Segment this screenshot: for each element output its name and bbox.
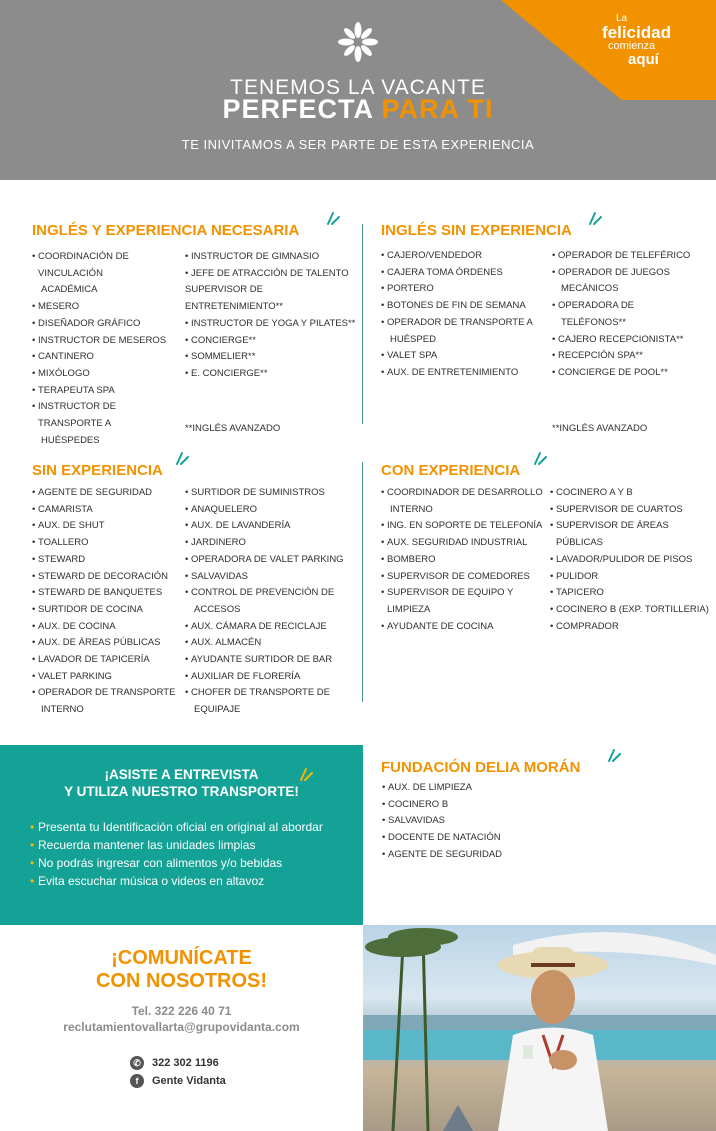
list-item: • VALET SPA — [381, 348, 546, 365]
list-fundacion — [382, 780, 582, 864]
list-item: • COCINERO B — [382, 797, 582, 814]
spark-icon — [532, 450, 548, 466]
list-item: • RECEPCIÓN SPA** — [552, 348, 712, 365]
list-item: • PORTERO — [381, 281, 546, 298]
list-item: • STEWARD DE BANQUETES — [32, 585, 182, 602]
list-item: • TOALLERO — [32, 535, 182, 552]
list-item: • E. CONCIERGE** — [185, 366, 360, 383]
transport-title: ¡ASISTE A ENTREVISTA Y UTILIZA NUESTRO TRANSPORTE! — [64, 767, 299, 799]
list-item: • SUPERVISOR DE CUARTOS — [550, 502, 715, 519]
list-item: • COORDINACIÓN DE VINCULACIÓN — [32, 249, 182, 282]
transport-rules — [30, 818, 323, 890]
header-subtitle: TE INIVITAMOS A SER PARTE DE ESTA EXPERIENCIA — [181, 137, 535, 152]
list-item: • CAMARISTA — [32, 502, 182, 519]
list-item: • AUX. DE COCINA — [32, 619, 182, 636]
headline-line1: TENEMOS LA VACANTE — [230, 76, 486, 99]
list-item: INTERNO — [41, 704, 84, 716]
section-title-ingles-experiencia: INGLÉS Y EXPERIENCIA NECESARIA — [32, 222, 300, 239]
spark-icon — [325, 210, 341, 226]
list-item: • COCINERO B (EXP. TORTILLERIA) — [550, 602, 715, 619]
list-item: • AUX. ALMACÉN — [185, 635, 360, 652]
list-item: • AUX. DE LIMPIEZA — [382, 780, 582, 797]
list-item: • ANAQUELERO — [185, 502, 360, 519]
contact-title: ¡COMUNÍCATE CON NOSOTROS! — [95, 947, 268, 992]
list-item: • BOMBERO — [381, 552, 546, 569]
list-item: • INSTRUCTOR DE TRANSPORTE A — [32, 399, 182, 432]
list-item: • OPERADOR DE TELEFÉRICO — [552, 248, 712, 265]
spark-icon — [174, 450, 190, 466]
list-item: LIMPIEZA — [387, 603, 431, 615]
list-item: • OPERADOR DE TRANSPORTE — [32, 685, 182, 702]
list-item: • SUPERVISOR DE ÁREAS PÚBLICAS — [550, 518, 715, 551]
list-item: • SURTIDOR DE SUMINISTROS — [185, 485, 360, 502]
list-item: ACADÉMICA — [41, 284, 98, 296]
list-item: • COORDINADOR DE DESARROLLO — [381, 485, 546, 502]
list-item: SUPERVISOR DE ENTRETENIMIENTO** — [185, 284, 284, 313]
list-item: • JEFE DE ATRACCIÓN DE TALENTO — [185, 266, 360, 283]
list-item: • BOTONES DE FIN DE SEMANA — [381, 298, 546, 315]
list-ingles-exp-col1 — [32, 249, 182, 449]
list-item: • CONCIERGE** — [185, 333, 360, 350]
list-item: • COMPRADOR — [550, 619, 715, 636]
list-sin-exp-col1 — [32, 485, 182, 719]
list-item: • SALVAVIDAS — [382, 813, 582, 830]
list-item: • DISEÑADOR GRÁFICO — [32, 316, 182, 333]
section-title-fundacion: FUNDACIÓN DELIA MORÁN — [381, 759, 581, 776]
list-item: • CONCIERGE DE POOL** — [552, 365, 712, 382]
facebook-contact[interactable]: f Gente Vidanta — [130, 1074, 226, 1088]
list-item: • INSTRUCTOR DE YOGA Y PILATES** — [185, 316, 360, 333]
list-item: • CAJERA TOMA ÓRDENES — [381, 265, 546, 282]
list-item: • AUX. DE LAVANDERÍA — [185, 518, 360, 535]
list-item: • CAJERO/VENDEDOR — [381, 248, 546, 265]
employee-photo — [363, 925, 716, 1131]
list-item: • CAJERO RECEPCIONISTA** — [552, 332, 712, 349]
list-item: • CHOFER DE TRANSPORTE DE — [185, 685, 360, 702]
section-title-con-experiencia: CON EXPERIENCIA — [381, 462, 521, 479]
list-item: • TERAPEUTA SPA — [32, 383, 182, 400]
spark-icon — [606, 747, 622, 763]
section-title-ingles-sin-experiencia: INGLÉS SIN EXPERIENCIA — [381, 222, 572, 239]
list-item: • INSTRUCTOR DE MESEROS — [32, 333, 182, 350]
list-item: • AUXILIAR DE FLORERÍA — [185, 669, 360, 686]
list-item: • STEWARD — [32, 552, 182, 569]
list-item: • CONTROL DE PREVENCIÓN DE — [185, 585, 360, 602]
list-item: • DOCENTE DE NATACIÓN — [382, 830, 582, 847]
list-item: • LAVADOR DE TAPICERÍA — [32, 652, 182, 669]
column-divider — [362, 224, 363, 424]
facebook-icon: f — [130, 1074, 144, 1088]
list-item: • OPERADOR DE TRANSPORTE A — [381, 315, 546, 332]
list-item: • OPERADORA DE VALET PARKING — [185, 552, 360, 569]
whatsapp-contact[interactable]: ✆ 322 302 1196 — [130, 1056, 219, 1070]
list-item: • MIXÓLOGO — [32, 366, 182, 383]
list-item: • AUX. DE SHUT — [32, 518, 182, 535]
list-item: • AYUDANTE SURTIDOR DE BAR — [185, 652, 360, 669]
list-item: • AUX. DE ENTRETENIMIENTO — [381, 365, 546, 382]
list-item: • AUX. SEGURIDAD INDUSTRIAL — [381, 535, 546, 552]
list-item: • SUPERVISOR DE EQUIPO Y — [381, 585, 546, 602]
list-con-exp-col2 — [550, 485, 715, 635]
list-item: • OPERADOR DE JUEGOS — [552, 265, 712, 282]
note-ingles-avanzado: **INGLÉS AVANZADO — [552, 423, 648, 434]
list-item: ACCESOS — [194, 603, 241, 615]
list-item: INTERNO — [390, 503, 433, 515]
list-item: • OPERADORA DE — [552, 298, 712, 315]
resort-scene-image — [363, 925, 716, 1131]
note-ingles-avanzado: **INGLÉS AVANZADO — [185, 423, 281, 434]
header-banner — [0, 0, 716, 180]
list-sin-exp-col2 — [185, 485, 360, 719]
spark-icon — [298, 766, 314, 782]
list-item: • LAVADOR/PULIDOR DE PISOS — [550, 552, 715, 569]
list-ingles-exp-col2 — [185, 249, 360, 383]
list-ingles-sin-col2 — [552, 248, 712, 382]
list-item: • STEWARD DE DECORACIÓN — [32, 569, 182, 586]
list-item: • No podrás ingresar con alimentos y/o bebidas — [30, 854, 323, 872]
list-item: • SALVAVIDAS — [185, 569, 360, 586]
list-item: • AGENTE DE SEGURIDAD — [32, 485, 182, 502]
list-item: • SOMMELIER** — [185, 349, 360, 366]
list-item: TELÉFONOS** — [561, 316, 626, 328]
list-item: • INSTRUCTOR DE GIMNASIO — [185, 249, 360, 266]
whatsapp-icon: ✆ — [130, 1056, 144, 1070]
contact-email[interactable]: reclutamientovallarta@grupovidanta.com — [63, 1020, 300, 1034]
list-item: • MESERO — [32, 299, 182, 316]
list-item: EQUIPAJE — [194, 704, 241, 716]
contact-phone[interactable]: Tel. 322 226 40 71 — [131, 1004, 232, 1018]
list-item: • Recuerda mantener las unidades limpias — [30, 836, 323, 854]
spark-icon — [587, 210, 603, 226]
list-item: • Presenta tu Identificación oficial en original al abordar — [30, 818, 323, 836]
list-item: • JARDINERO — [185, 535, 360, 552]
list-item: MECÁNICOS — [561, 283, 619, 295]
list-item: • CANTINERO — [32, 349, 182, 366]
list-item: • ING. EN SOPORTE DE TELEFONÍA — [381, 518, 546, 535]
vidanta-flower-icon — [338, 22, 378, 62]
list-item: HUÉSPED — [390, 333, 436, 345]
list-item: HUÉSPEDES — [41, 434, 100, 446]
list-item: • PULIDOR — [550, 569, 715, 586]
column-divider — [362, 462, 363, 702]
list-item: • AGENTE DE SEGURIDAD — [382, 847, 582, 864]
headline-line2: PERFECTA PARA TI — [222, 94, 494, 124]
list-item: • Evita escuchar música o videos en altavoz — [30, 872, 323, 890]
list-item: • TAPICERO — [550, 585, 715, 602]
list-item: • COCINERO A Y B — [550, 485, 715, 502]
list-item: • SUPERVISOR DE COMEDORES — [381, 569, 546, 586]
list-item: • AYUDANTE DE COCINA — [381, 619, 546, 636]
list-item: • VALET PARKING — [32, 669, 182, 686]
list-ingles-sin-col1 — [381, 248, 546, 382]
list-item: • AUX. DE ÁREAS PÚBLICAS — [32, 635, 182, 652]
list-con-exp-col1 — [381, 485, 546, 635]
list-item: • AUX. CÁMARA DE RECICLAJE — [185, 619, 360, 636]
felicidad-logo: La felicidad comienza aquí — [602, 13, 671, 68]
section-title-sin-experiencia: SIN EXPERIENCIA — [32, 462, 163, 479]
list-item: • SURTIDOR DE COCINA — [32, 602, 182, 619]
